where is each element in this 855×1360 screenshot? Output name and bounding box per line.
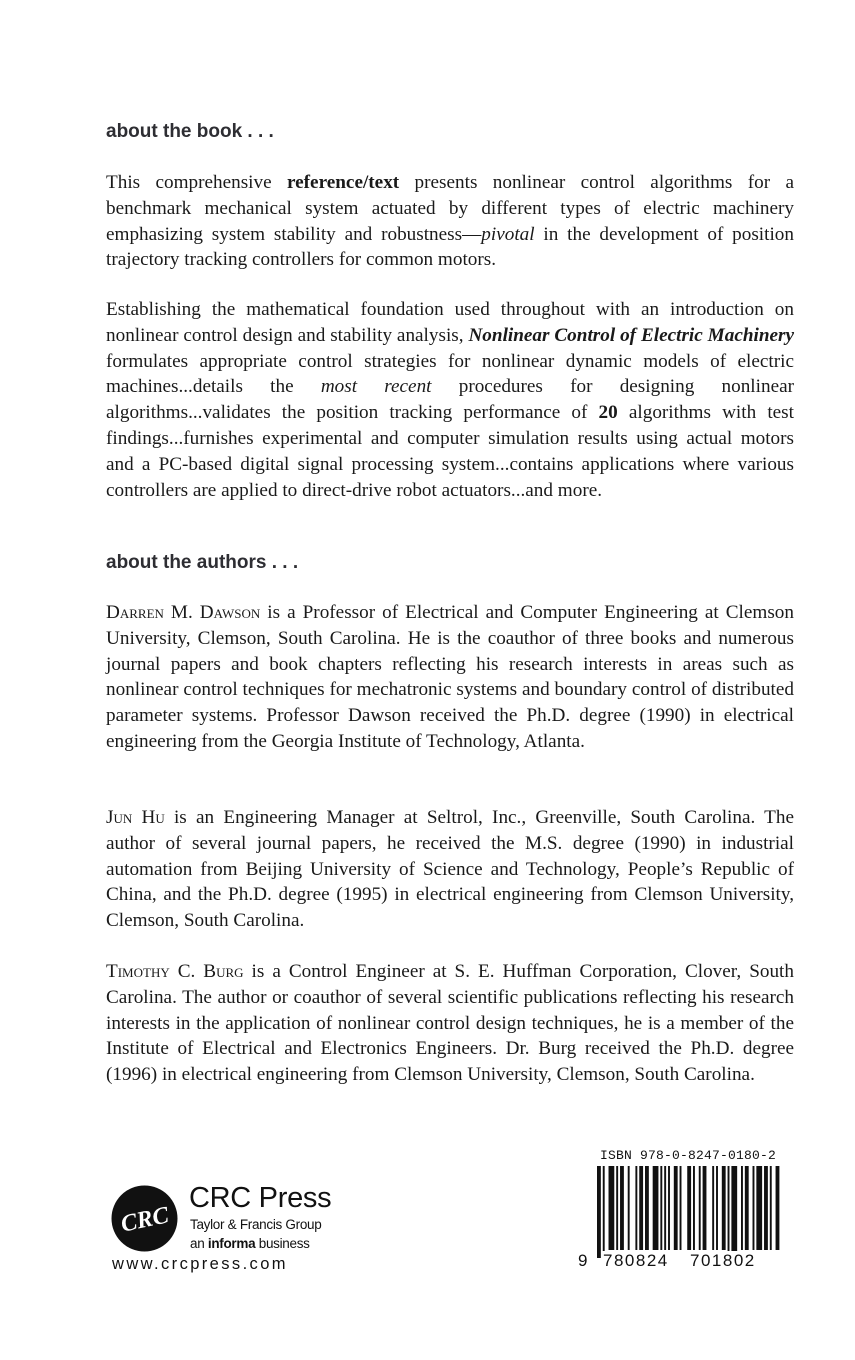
author-bio-dawson (106, 600, 794, 755)
informa-suffix: business (255, 1236, 310, 1251)
barcode-bar (703, 1166, 707, 1250)
informa-brand: informa (207, 1236, 256, 1251)
ean-first-digit: 9 (578, 1251, 588, 1270)
about-book-heading: about the book . . . (106, 121, 274, 142)
author-name: Timothy C. Burg (106, 961, 244, 982)
barcode-bar (716, 1166, 718, 1250)
barcode-bar (770, 1166, 772, 1250)
book-title: Nonlinear Control of Electric Machinery (468, 324, 795, 346)
barcode-bar (722, 1166, 726, 1250)
barcode-bar (756, 1166, 762, 1250)
barcode-bar (699, 1166, 701, 1250)
barcode-bar (653, 1166, 659, 1250)
barcode-bar (728, 1166, 730, 1258)
text-run: procedures for designing nonlinear algorithms...validates the position tracking performance of (106, 376, 794, 424)
barcode-bar (687, 1166, 691, 1250)
ean-left-digits: 780824 (603, 1251, 669, 1270)
crc-logo-text: CRC (118, 1202, 171, 1238)
barcode-bar (664, 1166, 666, 1250)
author-bio-hu (106, 805, 794, 934)
barcode-bar (645, 1166, 649, 1250)
bold-number-algorithms: 20 (598, 402, 618, 424)
crc-logo-icon (111, 1185, 178, 1252)
about-book-paragraph-1 (106, 170, 794, 273)
publisher-informa-line (190, 1236, 310, 1251)
barcode-bar (745, 1166, 749, 1250)
text-run: Establishing the mathematical foundation used throughout with an introduction on nonlinear control design and stability analysis, (106, 299, 794, 346)
text-run: This comprehensive (106, 172, 287, 193)
barcode-bar (741, 1166, 743, 1250)
text-run: presents nonlinear control algorithms for a benchmark mechanical system actuated by different types of electric machinery emphasizing system stability and robustness— (106, 172, 794, 245)
isbn-barcode (578, 1148, 788, 1278)
informa-prefix: an (190, 1236, 208, 1251)
barcode-bar (616, 1166, 618, 1250)
text-run: formulates appropriate control strategies for nonlinear dynamic models of electric machines...details the (106, 350, 794, 398)
text-run: in the development of position trajectory tracking controllers for common motors. (106, 223, 794, 271)
barcode-bar (731, 1166, 737, 1258)
barcode-bar (620, 1166, 624, 1250)
about-book-paragraph-2 (106, 297, 794, 503)
publisher-group: Taylor & Francis Group (190, 1217, 322, 1232)
publisher-logo-block (106, 1180, 346, 1280)
barcode-bar (603, 1166, 605, 1258)
barcode-bar (764, 1166, 768, 1250)
barcode-bar (609, 1166, 615, 1250)
barcode-bar (660, 1166, 662, 1250)
author-bio-text: is an Engineering Manager at Seltrol, Inc., Greenville, South Carolina. The author of several journal papers, he received the M.S. degree (1990) in industrial automation from Beijing University of Science and Technology, People’s Republic of China, and the Ph.D. degree (1995) in electrical engineering from Clemson University, Clemson, South Carolina. (106, 807, 794, 932)
bold-term-reference-text: reference/text (286, 172, 400, 193)
barcode-bar (712, 1166, 714, 1250)
barcode-bar (674, 1166, 678, 1250)
publisher-name: CRC Press (189, 1182, 332, 1214)
ean-right-digits: 701802 (690, 1251, 756, 1270)
author-bio-burg (106, 959, 794, 1088)
barcode-bar (668, 1166, 670, 1250)
author-bio-text: is a Professor of Electrical and Computer Engineering at Clemson University, Clemson, South Carolina. He is the coauthor of three books and numerous journal papers and book chapters reflecting his research interests in areas such as nonlinear control techniques for mechatronic systems and boundary control of distributed parameter systems. Professor Dawson received the Ph.D. degree (1990) in electrical engineering from the Georgia Institute of Technology, Atlanta. (106, 602, 794, 752)
isbn-label: ISBN 978-0-8247-0180-2 (600, 1148, 777, 1163)
barcode-bar (693, 1166, 695, 1250)
barcode-bar (753, 1166, 755, 1250)
barcode-bar (639, 1166, 643, 1250)
author-name: Jun Hu (106, 807, 165, 828)
italic-term-most-recent: most recent (320, 376, 432, 398)
barcode-icon (596, 1166, 782, 1258)
about-authors-heading: about the authors . . . (106, 552, 299, 573)
barcode-bar (635, 1166, 637, 1250)
barcode-bar (776, 1166, 780, 1250)
barcode-bar (680, 1166, 682, 1250)
barcode-bar (628, 1166, 630, 1250)
italic-term-pivotal: pivotal (481, 223, 535, 245)
author-bio-text: is a Control Engineer at S. E. Huffman Corporation, Clover, South Carolina. The author or coauthor of several scientific publications reflecting his research interests in the application of nonlinear control design techniques, he is a member of the Institute of Electrical and Electronics Engineers. Dr. Burg received the Ph.D. degree (1996) in electrical engineering from Clemson University, Clemson, South Carolina. (106, 961, 794, 1086)
text-run: algorithms with test findings...furnishes experimental and computer simulation results using actual motors and a PC-based digital signal processing system...contains applications where various controllers are applied to direct-drive robot actuators...and more. (106, 402, 794, 501)
barcode-bar (597, 1166, 601, 1258)
publisher-url: www.crcpress.com (112, 1255, 288, 1273)
author-name: Darren M. Dawson (106, 602, 261, 623)
